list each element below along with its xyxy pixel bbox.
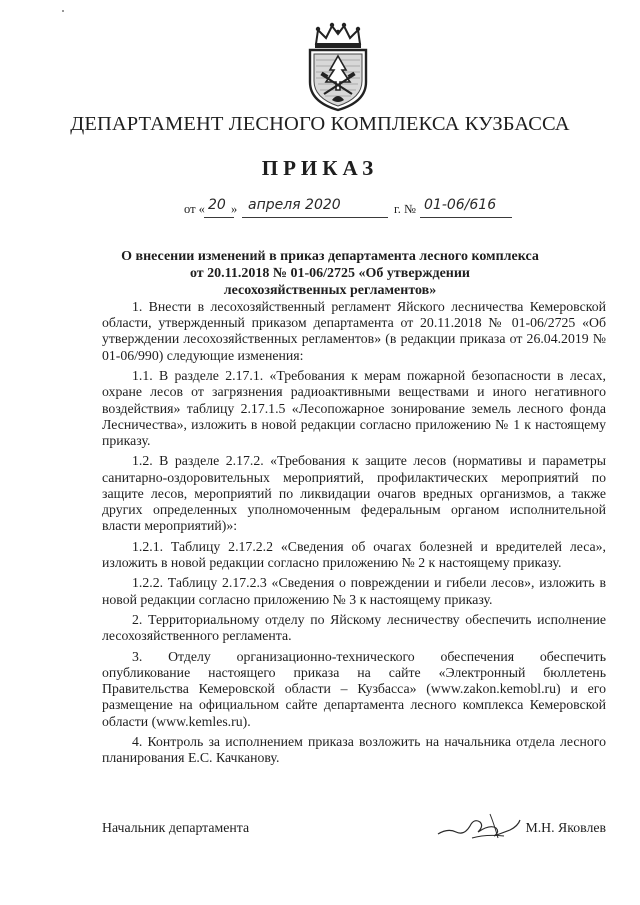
paragraph-1-2-1: 1.2.1. Таблицу 2.17.2.2 «Сведения об очагах болезней и вредителей леса», изложить в новой редакции согласно приложению № 2 к настоящему приказу. xyxy=(102,538,606,570)
signer-name: М.Н. Яковлев xyxy=(525,820,606,835)
order-date-number-line xyxy=(184,196,524,222)
order-date-prefix: от « xyxy=(184,202,205,216)
order-body xyxy=(102,299,606,771)
order-month-year: апреля 2020 xyxy=(248,197,341,213)
day-underline xyxy=(204,217,234,218)
paragraph-1: 1. Внести в лесохозяйственный регламент Яйского лесничества Кемеровской области, утвержденный приказом департамента от 20.11.2018 № 01-06/2725 «Об утверждении лесохозяйственных регламентов» (в редакции приказа от 26.04.2019 № 01-06/990) следующие изменения: xyxy=(102,299,606,363)
order-heading xyxy=(90,248,570,299)
order-date-mid: » xyxy=(231,202,238,216)
document-type-title: ПРИКАЗ xyxy=(261,156,379,180)
number-underline xyxy=(420,217,512,218)
paragraph-1-1: 1.1. В разделе 2.17.1. «Требования к мерам пожарной безопасности в лесах, охране лесов от загрязнения радиоактивными веществами и иного негативного воздействия» таблицу 2.17.1.5 «Лесопожарное зонирование земель лесного фонда Лесничества», изложить в новой редакции согласно приложению № 1 к настоящему приказу. xyxy=(102,368,606,448)
paragraph-1-2-2: 1.2.2. Таблицу 2.17.2.3 «Сведения о повреждении и гибели лесов», изложить в новой редакции согласно приложению № 3 к настоящему приказу. xyxy=(102,575,606,607)
paragraph-3: 3. Отделу организационно-технического обеспечения обеспечить опубликование настоящего приказа на сайте «Электронный бюллетень Правительства Кемеровской области – Кузбасса» (www.zakon.kemobl.ru) и его размещение на официальном сайте департамента лесного комплекса Кемеровской области (www.kemles.ru). xyxy=(102,648,606,729)
paragraph-2: 2. Территориальному отделу по Яйскому лесничеству обеспечить исполнение лесохозяйственного регламента. xyxy=(102,612,606,644)
heading-line-3: лесохозяйственных регламентов» xyxy=(223,283,437,298)
signer-role: Начальник департамента xyxy=(102,820,250,835)
order-number-label: г. № xyxy=(394,202,416,216)
paragraph-4: 4. Контроль за исполнением приказа возложить на начальника отдела лесного планирования Е.С. Качканову. xyxy=(102,734,606,766)
kuzbass-coat-of-arms-icon xyxy=(298,20,378,112)
handwritten-signature-icon xyxy=(434,808,524,842)
paragraph-1-2: 1.2. В разделе 2.17.2. «Требования к защите лесов (нормативы и параметры санитарно-оздоровительных мероприятий, профилактических мероприятий по защите лесов, мероприятий по ликвидации очагов вредных организмов, а также других определенных уполномоченным федеральным органом исполнительной власти мероприятий)»: xyxy=(102,453,606,534)
month-underline xyxy=(242,217,388,218)
scan-speck xyxy=(62,10,64,12)
order-number: 01-06/616 xyxy=(424,197,497,213)
heading-line-1: О внесении изменений в приказ департамента лесного комплекса xyxy=(121,249,539,264)
order-day: 20 xyxy=(208,197,226,213)
heading-line-2: от 20.11.2018 № 01-06/2725 «Об утверждении xyxy=(189,266,470,281)
department-title: ДЕПАРТАМЕНТ ЛЕСНОГО КОМПЛЕКСА КУЗБАССА xyxy=(70,113,570,135)
